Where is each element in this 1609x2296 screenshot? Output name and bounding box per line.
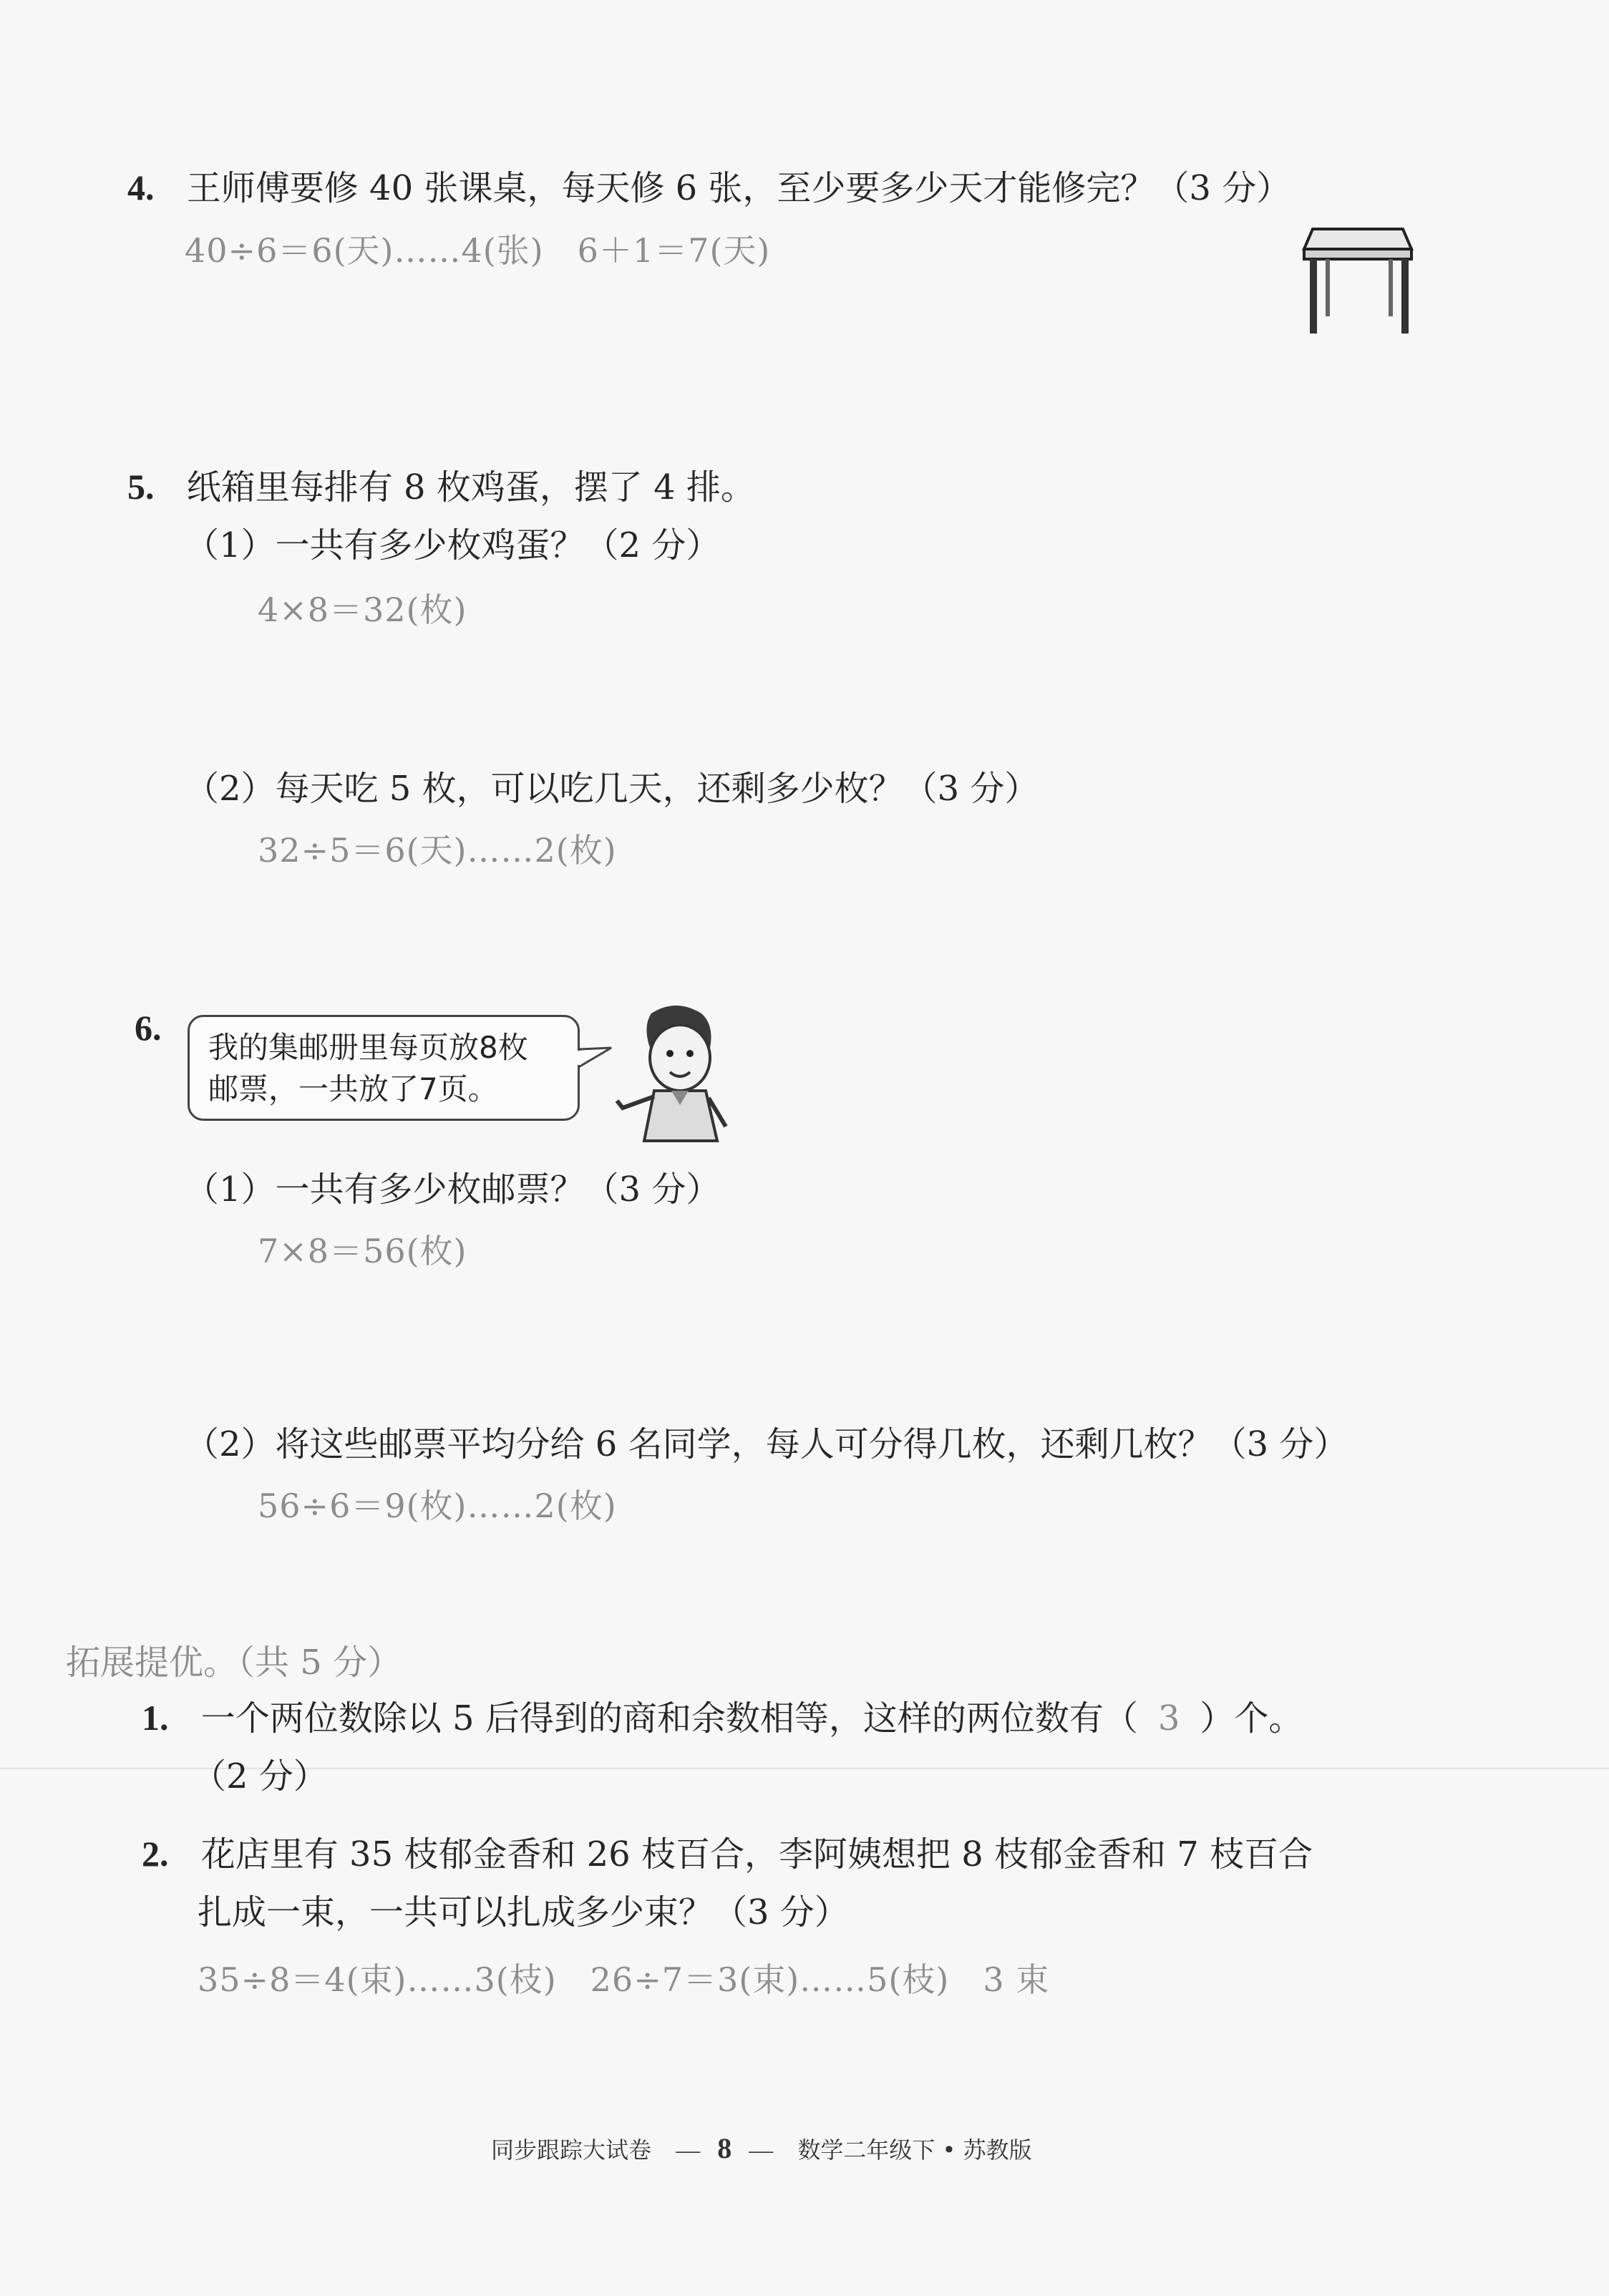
extension-question-2-answer: 35÷8＝4(束)……3(枝) 26÷7＝3(束)……5(枝) 3 束 [198,1960,1050,1999]
question-6-2-answer: 56÷6＝9(枚)……2(枚) [258,1487,617,1525]
question-4 [127,166,1290,210]
extension-question-1 [142,1696,1303,1740]
question-4-number: 4. [127,167,155,208]
question-6-1-answer: 7×8＝56(枚) [258,1232,467,1270]
footer-dash-left: — [676,2137,701,2164]
question-5-1: （1）一共有多少枚鸡蛋？（2 分） [185,525,721,565]
extension-question-2-line-2: 扎成一束，一共可以扎成多少束？（3 分） [198,1892,849,1932]
question-4-text: 王师傅要修 40 张课桌，每天修 6 张，至少要多少天才能修完？（3 分） [186,168,1291,208]
footer-subject: 数学二年级下 • 苏教版 [797,2136,1032,2164]
extension-question-1-line-2: （2 分） [192,1756,328,1796]
speech-bubble-line-2: 邮票，一共放了7页。 [208,1071,498,1106]
extension-question-1-number: 1. [142,1698,169,1738]
question-5 [127,465,755,509]
section-title: 拓展提优。（共 5 分） [66,1643,402,1683]
question-5-2: （2）每天吃 5 枚，可以吃几天，还剩多少枚？（3 分） [185,769,1039,809]
extension-question-1-text-after: ）个。 [1200,1698,1303,1738]
footer-dash-right: — [749,2137,774,2164]
question-6-number: 6. [135,1008,162,1048]
speech-bubble-tail [570,1045,613,1074]
desk-illustration [1297,223,1419,338]
page-footer [491,2131,1032,2165]
speech-bubble [188,1015,580,1121]
question-6-1: （1）一共有多少枚邮票？（3 分） [185,1169,721,1210]
question-5-number: 5. [127,467,155,507]
extension-question-2 [142,1832,1313,1876]
extension-question-2-number: 2. [142,1834,169,1874]
boy-illustration [610,1001,739,1158]
footer-page-number: 8 [717,2132,732,2164]
extension-question-1-text-before: 一个两位数除以 5 后得到的商和余数相等，这样的两位数有（ [200,1698,1138,1738]
speech-bubble-line-1: 我的集邮册里每页放8枚 [208,1030,528,1065]
question-4-answer: 40÷6＝6(天)……4(张) 6＋1＝7(天) [185,231,771,270]
question-5-text: 纸箱里每排有 8 枚鸡蛋，摆了 4 排。 [186,467,755,507]
extension-question-2-line-1: 花店里有 35 枝郁金香和 26 枝百合，李阿姨想把 8 枝郁金香和 7 枝百合 [200,1834,1313,1874]
question-5-1-answer: 4×8＝32(枚) [258,590,467,629]
question-6-2: （2）将这些邮票平均分给 6 名同学，每人可分得几枚，还剩几枚？（3 分） [185,1424,1348,1464]
footer-book-title: 同步跟踪大试卷 [491,2136,652,2164]
extension-question-1-blank-answer: 3 [1157,1698,1180,1738]
question-5-2-answer: 32÷5＝6(天)……2(枚) [258,831,617,870]
